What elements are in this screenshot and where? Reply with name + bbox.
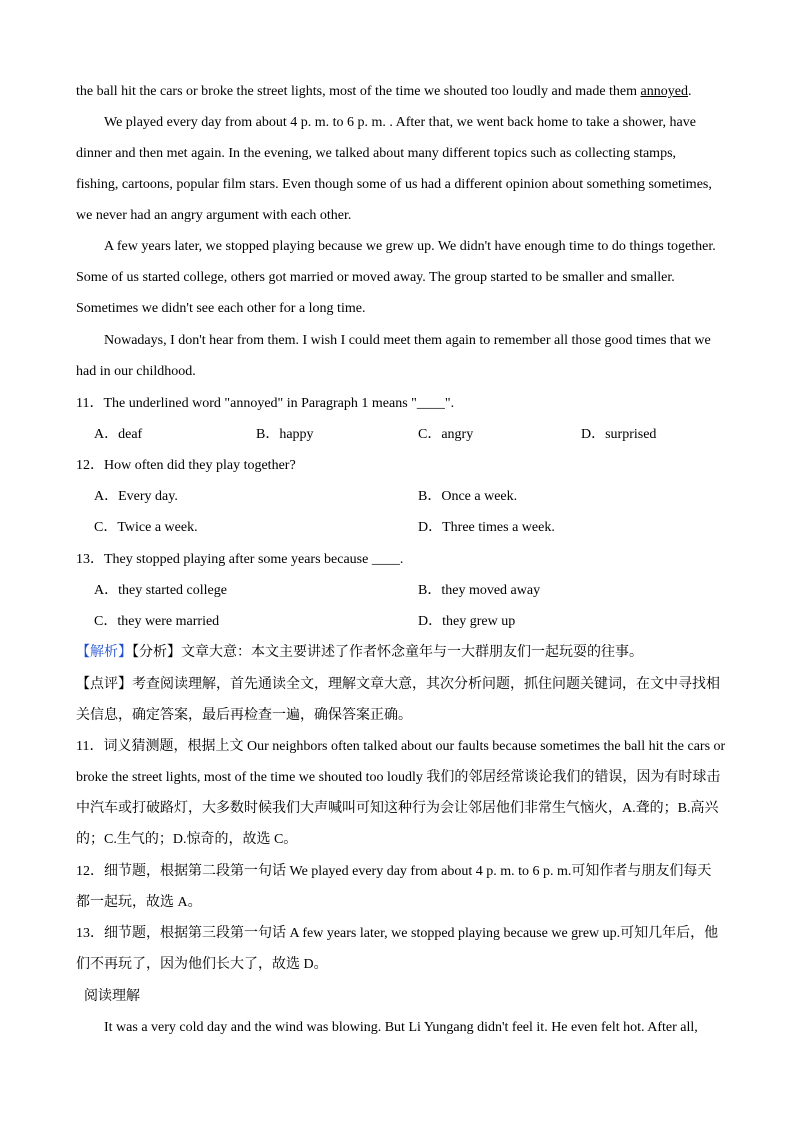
passage-p2-line: fishing, cartoons, popular film stars. Even though some of us had a different opinion about something sometimes, [76, 177, 712, 192]
text: the ball hit the cars or broke the street lights, most of the time we shouted too loudly and made them [76, 84, 641, 99]
option-c: C．Twice a week. [94, 520, 198, 535]
answer-explanation: 12．细节题，根据第二段第一句话 We played every day from about 4 p. m. to 6 p. m.可知作者与朋友们每天 [76, 864, 712, 879]
option-d: D．they grew up [418, 614, 516, 629]
option-b: B．Once a week. [418, 489, 518, 504]
passage-p1-tail [76, 83, 691, 101]
passage-p3-line: Some of us started college, others got married or moved away. The group started to be smaller and smaller. [76, 270, 675, 285]
text: 【分析】文章大意：本文主要讲述了作者怀念童年与一大群朋友们一起玩耍的往事。 [132, 645, 643, 660]
passage-p4-line: Nowadays, I don't hear from them. I wish I could meet them again to remember all those good times that we [104, 333, 711, 348]
option-b: B．happy [256, 427, 314, 442]
underlined-word: annoyed [640, 84, 688, 99]
answer-explanation: 中汽车或打破路灯，大多数时候我们大声喊叫可知这种行为会让邻居他们非常生气恼火，A.聋的；B.高兴 [76, 801, 719, 816]
question-stem: 11．The underlined word "annoyed" in Paragraph 1 means "____". [76, 396, 455, 411]
analysis-comment: 关信息，确定答案，最后再检查一遍，确保答案正确。 [76, 708, 412, 723]
answer-explanation: 13．细节题，根据第三段第一句话 A few years later, we stopped playing because we grew up.可知几年后，他 [76, 926, 719, 941]
section-heading: 阅读理解 [84, 989, 140, 1004]
passage-line: It was a very cold day and the wind was blowing. But Li Yungang didn't feel it. He even felt hot. After all, [104, 1020, 698, 1035]
text: . [687, 84, 692, 99]
question-stem: 12．How often did they play together? [76, 458, 296, 473]
answer-explanation: 11．词义猜测题，根据上文 Our neighbors often talked about our faults because sometimes the ball hit the cars or [76, 739, 726, 754]
passage-p3-line: A few years later, we stopped playing because we grew up. We didn't have enough time to do things together. [104, 239, 716, 254]
analysis-tag: 【解析】 [76, 645, 132, 660]
answer-explanation: 们不再玩了，因为他们长大了，故选 D。 [76, 957, 328, 972]
option-d: D．Three times a week. [418, 520, 555, 535]
question-stem: 13．They stopped playing after some years because ____. [76, 552, 404, 567]
option-c: C．angry [418, 427, 474, 442]
option-c: C．they were married [94, 614, 220, 629]
option-d: D．surprised [581, 427, 657, 442]
option-a: A．Every day. [94, 489, 178, 504]
passage-p2-line: we never had an angry argument with each other. [76, 208, 352, 223]
analysis-comment: 【点评】考查阅读理解，首先通读全文，理解文章大意，其次分析问题，抓住问题关键词，在文中寻找相 [76, 677, 720, 692]
answer-explanation: broke the street lights, most of the time we shouted too loudly 我们的邻居经常谈论我们的错误，因为有时球击 [76, 770, 721, 785]
passage-p3-line: Sometimes we didn't see each other for a long time. [76, 301, 366, 316]
option-a: A．they started college [94, 583, 227, 598]
option-a: A．deaf [94, 427, 143, 442]
option-b: B．they moved away [418, 583, 541, 598]
passage-p2-line: dinner and then met again. In the evening, we talked about many different topics such as collecting stamps, [76, 146, 677, 161]
passage-p4-line: had in our childhood. [76, 364, 196, 379]
analysis-summary [76, 644, 643, 662]
answer-explanation: 都一起玩，故选 A。 [76, 895, 202, 910]
passage-p2-line: We played every day from about 4 p. m. to 6 p. m. . After that, we went back home to take a shower, have [104, 115, 696, 130]
answer-explanation: 的；C.生气的；D.惊奇的，故选 C。 [76, 832, 298, 847]
